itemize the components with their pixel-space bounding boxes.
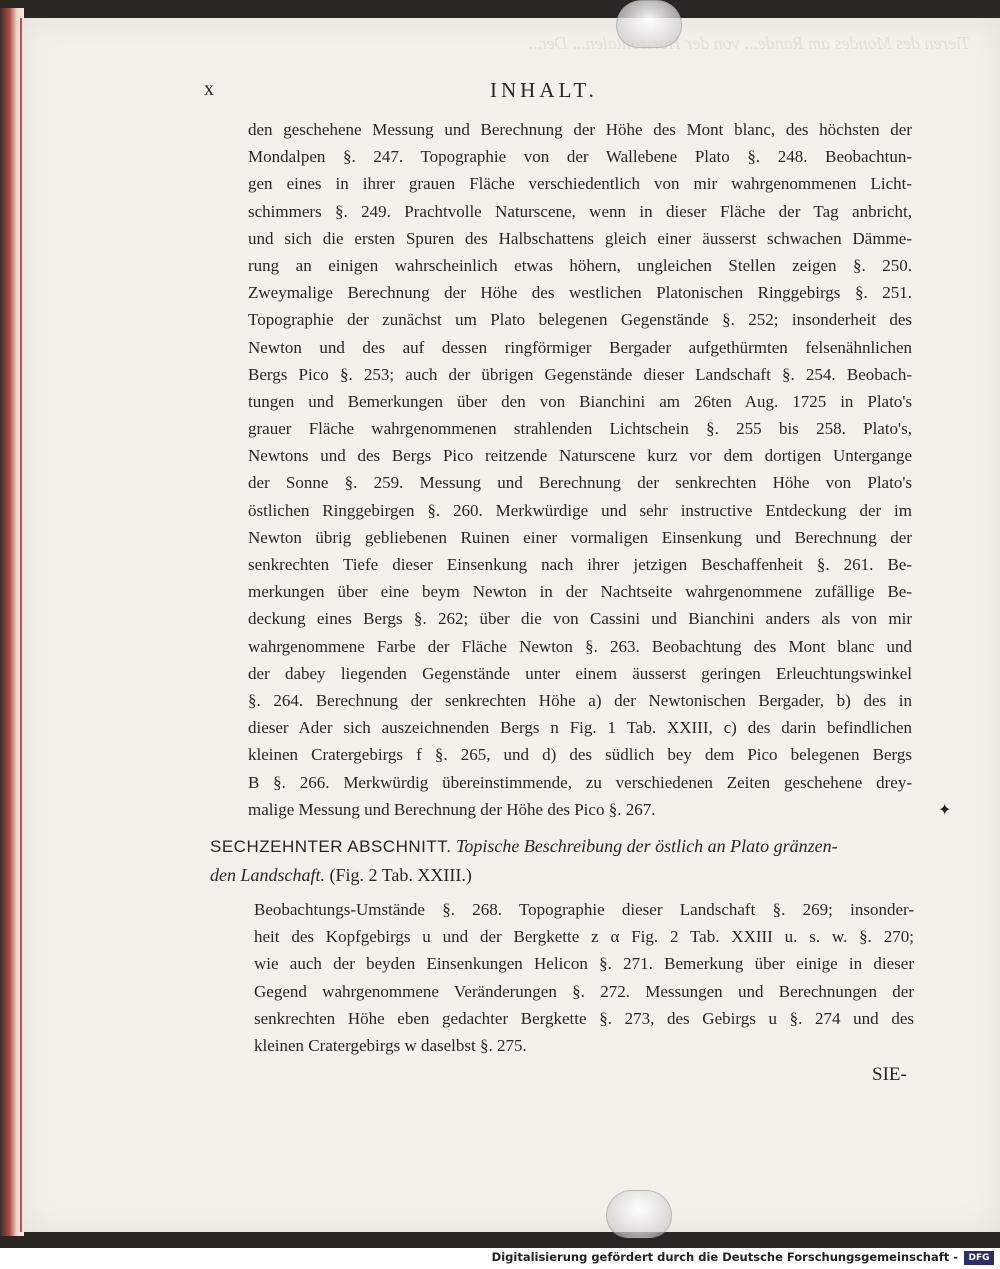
text-line: grauer Fläche wahrgenommenen strahlenden Lichtschein §. 255 bis 258. Plato's, xyxy=(248,419,912,439)
text-line: kleinen Cratergebirgs f §. 265, und d) des südlich bey dem Pico belegenen Bergs xyxy=(248,745,912,765)
text-line: §. 264. Berechnung der senkrechten Höhe a) der Newtonischen Bergader, b) des in xyxy=(248,690,912,710)
text-line: wie auch der beyden Einsenkungen Helicon §. 271. Bemerkung über einige in dieser xyxy=(254,954,914,974)
text-line: malige Messung und Berechnung der Höhe des Pico §. 267. xyxy=(248,799,656,819)
section-heading xyxy=(210,832,910,889)
text-line: senkrechten Höhe eben gedachter Bergkette §. 273, des Gebirgs u §. 274 und des xyxy=(254,1008,914,1028)
contents-paragraph xyxy=(248,116,912,823)
section-figure-ref: (Fig. 2 Tab. XXIII.) xyxy=(329,865,472,885)
text-line: Newton und des auf dessen ringförmiger Bergader aufgethürmten felsenähnlichen xyxy=(248,337,912,357)
footer-bar xyxy=(0,1248,1000,1269)
text-line: Newton übrig gebliebenen Ruinen einer vormaligen Einsenkung und Berechnung der xyxy=(248,527,912,547)
text-line: der Sonne §. 259. Messung und Berechnung der senkrechten Höhe von Plato's xyxy=(248,473,912,493)
section-number: SECHZEHNTER ABSCHNITT. xyxy=(210,837,452,856)
text-line: den geschehene Messung und Berechnung der Höhe des Mont blanc, des höchsten der xyxy=(248,120,912,139)
page-number: x xyxy=(204,78,214,100)
text-line: tungen und Bemerkungen über den von Bianchini am 26ten Aug. 1725 in Plato's xyxy=(248,391,912,411)
text-line: gen eines in ihrer grauen Fläche verschiedentlich von mir wahrgenommenen Licht- xyxy=(248,174,912,194)
text-line: schimmers §. 249. Prachtvolle Naturscene, wenn in dieser Fläche der Tag anbricht, xyxy=(248,201,912,221)
text-line: der dabey liegenden Gegenstände unter einem äusserst geringen Erleuchtungswinkel xyxy=(248,663,912,683)
text-line: wahrgenommene Farbe der Fläche Newton §. 263. Beobachtung des Mont blanc und xyxy=(248,636,912,656)
running-head: INHALT. xyxy=(490,78,598,102)
text-line: senkrechten Tiefe dieser Einsenkung nach ihrer jetzigen Beschaffenheit §. 261. Be- xyxy=(248,555,912,574)
text-line: kleinen Cratergebirgs w daselbst §. 275. xyxy=(254,1035,527,1055)
section-title-line1: Topische Beschreibung der östlich an Plato gränzen- xyxy=(455,836,838,856)
dfg-logo: DFG xyxy=(964,1251,994,1265)
text-line: Bergs Pico §. 253; auch der übrigen Gegenstände dieser Landschaft §. 254. Beobach- xyxy=(248,364,912,384)
text-line: Newtons und des Bergs Pico reitzende Naturscene kurz vor dem dortigen Untergange xyxy=(248,446,912,466)
section-title-line2-wrap xyxy=(210,861,910,889)
section-title-line2: den Landschaft. xyxy=(210,865,325,885)
text-line: heit des Kopfgebirgs u und der Bergkette z α Fig. 2 Tab. XXIII u. s. w. §. 270; xyxy=(254,927,914,947)
text-line: östlichen Ringgebirgen §. 260. Merkwürdige und sehr instructive Entdeckung der im xyxy=(248,500,912,520)
catchword: SIE- xyxy=(872,1064,907,1085)
bottom-page-clip xyxy=(606,1190,672,1238)
text-line: Topographie der zunächst um Plato belegenen Gegenstände §. 252; insonderheit des xyxy=(248,310,912,330)
text-line: Zweymalige Berechnung der Höhe des westlichen Platonischen Ringgebirgs §. 251. xyxy=(248,283,912,303)
text-line: Gegend wahrgenommene Veränderungen §. 272. Messungen und Berechnungen der xyxy=(254,981,914,1001)
margin-mark: ✦ xyxy=(938,802,952,819)
text-line: merkungen über eine beym Newton in der Nachtseite wahrgenommene zufällige Be- xyxy=(248,582,912,602)
section-paragraph xyxy=(254,896,914,1059)
text-line: B §. 266. Merkwürdig übereinstimmende, zu verschiedenen Zeiten geschehene drey- xyxy=(248,772,912,792)
text-line: Beobachtungs-Umstände §. 268. Topographie dieser Landschaft §. 269; insonder- xyxy=(254,900,914,919)
top-page-clip xyxy=(616,0,682,48)
text-line: Mondalpen §. 247. Topographie von der Wallebene Plato §. 248. Beobachtun- xyxy=(248,147,912,167)
text-line: und sich die ersten Spuren des Halbschattens gleich einer äusserst schwachen Dämme- xyxy=(248,228,912,248)
funding-credit: Digitalisierung gefördert durch die Deutsche Forschungsgemeinschaft - xyxy=(491,1250,958,1264)
text-line: dieser Ader sich auszeichnenden Bergs n Fig. 1 Tab. XXIII, c) des darin befindlichen xyxy=(248,718,912,738)
text-line: deckung eines Bergs §. 262; über die von Cassini und Bianchini anders als von mir xyxy=(248,609,912,629)
text-line: rung an einigen wahrscheinlich etwas höhern, ungleichen Stellen zeigen §. 250. xyxy=(248,255,912,275)
